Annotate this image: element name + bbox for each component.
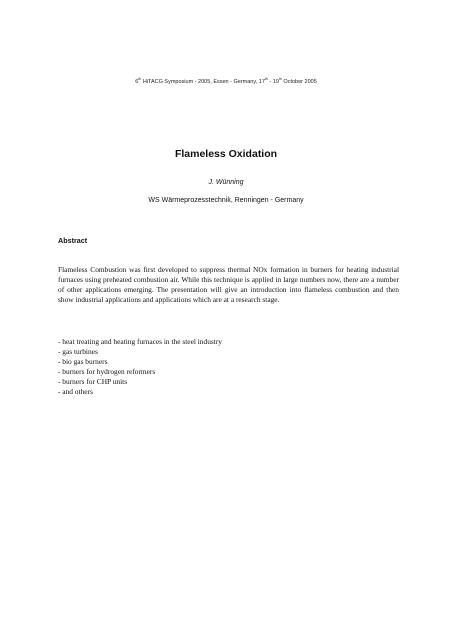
list-item: - bio gas burners xyxy=(58,357,108,366)
list-item: - gas turbines xyxy=(58,347,98,356)
header-part-4: October 2005 xyxy=(281,79,317,85)
author-affiliation: WS Wärmeprozesstechnik, Renningen - Germany xyxy=(148,197,304,204)
header-part-3: - 19 xyxy=(267,79,279,85)
abstract-heading: Abstract xyxy=(58,236,88,245)
header-sup-1: th xyxy=(138,77,142,81)
header-sup-2: th xyxy=(264,77,268,81)
list-item: - heat treating and heating furnaces in the steel industry xyxy=(58,337,222,346)
application-list xyxy=(58,337,399,397)
header-part-2: HiTACG Symposium - 2005, Essen - Germany, 17 xyxy=(141,79,265,85)
list-item: - burners for hydrogen reformers xyxy=(58,367,156,376)
abstract-body: Flameless Combustion was first developed to suppress thermal NOx formation in burners for heating industrial furnaces using preheated combustion air. While this technique is applied in large numbers now, there are a number of other applications emerging. The presentation will give an introduction into flameless combustion and then show industrial applications and applications which are at a research stage. xyxy=(58,265,399,304)
list-item: - and others xyxy=(58,387,93,396)
list-item: - burners for CHP units xyxy=(58,377,128,386)
conference-header xyxy=(0,79,452,86)
header-sup-3: th xyxy=(278,77,282,81)
author-name: J. Wünning xyxy=(208,179,244,186)
paper-title: Flameless Oxidation xyxy=(174,148,278,160)
header-part-1: 6 xyxy=(135,79,139,85)
